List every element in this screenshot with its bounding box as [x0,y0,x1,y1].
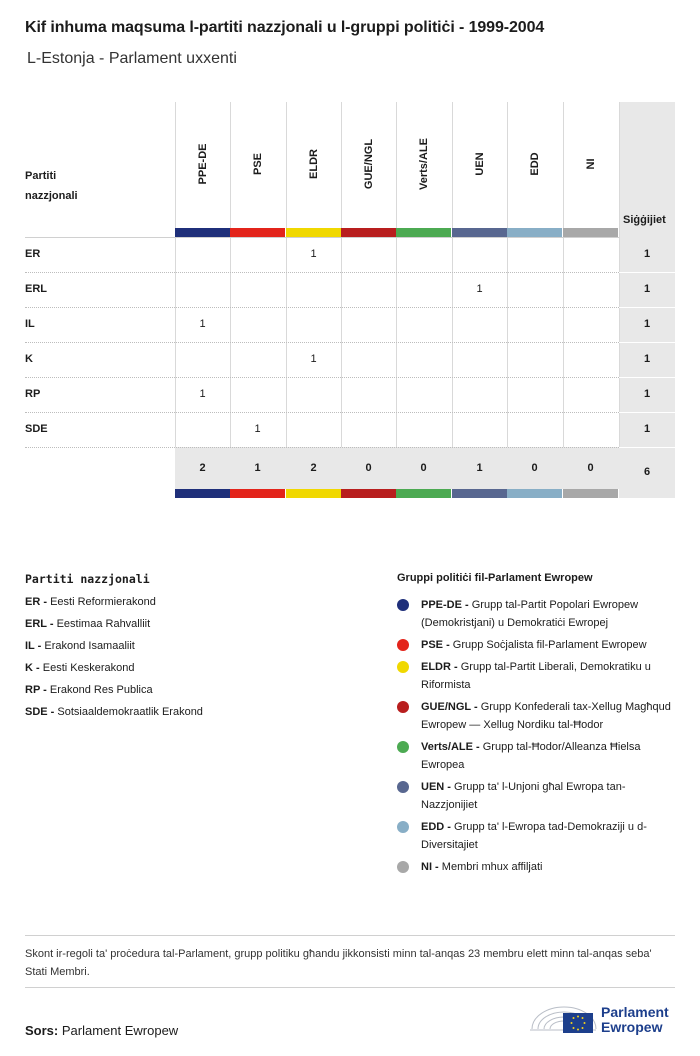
table-cell: 1 [254,423,261,435]
group-code-label: NI [584,158,597,170]
group-color-bar-bottom [507,489,562,498]
party-legend-code: IL - [25,640,42,652]
group-code-label: PSE [251,152,264,176]
source-line [25,1023,178,1038]
party-legend-item [25,640,203,662]
table-cell: 1 [199,318,206,330]
total-cell: 2 [310,462,317,474]
total-seats-value: 6 [643,466,651,478]
group-color-bar-top [230,228,285,237]
group-code-label: PPE-DE [196,143,209,185]
table-row [25,237,675,272]
group-legend-code: GUE/NGL - [421,701,478,713]
party-legend-name: Eesti Reformierakond [50,596,156,608]
group-color-bar-top [175,228,230,237]
group-legend-item [397,658,677,694]
total-cell: 0 [587,462,594,474]
party-legend-name: Erakond Res Publica [49,684,153,696]
group-legend-item [397,636,677,654]
group-legend-code: PPE-DE - [421,599,469,611]
total-cell: 1 [254,462,261,474]
total-cell: 0 [365,462,372,474]
group-color-bar-bottom [396,489,451,498]
party-legend-heading: Partiti nazzjonali [25,572,150,586]
group-legend [397,572,677,880]
group-legend-item [397,738,677,774]
group-legend-name: Grupp tal-Partit Popolari Ewropew (Demokristjani) u Demokratiċi Ewropej [421,599,639,629]
group-color-dot [397,661,409,673]
seats-divider [619,447,675,448]
party-legend-item [25,662,203,684]
party-legend-code: ER - [25,596,47,608]
party-legend-code: SDE - [25,706,55,718]
party-legend-name: Sotsiaaldemokraatlik Erakond [57,706,203,718]
group-legend-code: PSE - [421,639,450,651]
group-legend-code: UEN - [421,781,451,793]
row-party-label: ERL [25,283,47,295]
group-legend-name: Grupp ta' l-Ewropa tad-Demokraziji u d-Diversitajiet [421,821,647,851]
group-color-bar-bottom [286,489,341,498]
group-column-header [507,102,562,228]
logo-wordmark [601,1005,669,1035]
group-color-dot [397,639,409,651]
group-color-bar-top [396,228,451,237]
row-party-label: ER [25,248,41,260]
group-legend-item [397,698,677,734]
party-legend-code: ERL - [25,618,54,630]
group-legend-code: EDD - [421,821,451,833]
table-row [25,377,675,412]
row-party-label: IL [25,318,35,330]
group-color-bar-bottom [175,489,230,498]
party-legend-item [25,596,203,618]
group-column-header [452,102,507,228]
footnote: Skont ir-regoli ta' proċedura tal-Parlament, grupp politiku għandu jikkonsisti minn tal-anqas 23 membru elett minn tal-anqas seba' Stati Membri. [25,948,652,978]
group-code-label: GUE/NGL [362,138,375,190]
group-column-header [563,102,618,228]
group-color-dot [397,861,409,873]
row-divider [25,447,619,448]
table-row [25,412,675,447]
group-legend-item [397,596,677,632]
logo-line-1: Parlament [601,1004,669,1020]
note-divider-bottom [25,987,675,988]
group-legend-name: Membri mhux affiljati [441,861,543,873]
table-cell: 1 [310,248,317,260]
page-subtitle: L-Estonja - Parlament uxxenti [27,50,237,67]
party-legend-name: Eesti Keskerakond [42,662,135,674]
party-legend-name: Eestimaa Rahvalliit [56,618,151,630]
group-color-dot [397,599,409,611]
group-column-header [286,102,341,228]
row-seats-value: 1 [643,388,651,400]
group-legend-code: NI - [421,861,439,873]
party-column-header: Partiti nazzjonali [25,170,78,202]
source-value: Parlament Ewropew [61,1023,179,1038]
seats-column-header: Siġġijiet [623,214,666,226]
total-cell: 0 [420,462,427,474]
group-color-bar-top [341,228,396,237]
row-party-label: K [25,353,33,365]
group-legend-name: Grupp tal-Partit Liberali, Demokratiku u Riformista [421,661,651,691]
group-code-label: Verts/ALE [417,138,430,190]
group-color-bar-bottom [563,489,618,498]
row-party-label: RP [25,388,41,400]
group-color-bar-top [452,228,507,237]
page-title: Kif inhuma maqsuma l-partiti nazzjonali u l-gruppi politiċi - 1999-2004 [25,19,545,36]
group-code-label: EDD [528,152,541,176]
party-legend-item [25,706,203,728]
group-legend-code: Verts/ALE - [421,741,480,753]
table-cell: 1 [476,283,483,295]
group-column-header [396,102,451,228]
table-row [25,272,675,307]
row-party-label: SDE [25,423,48,435]
group-color-bar-top [286,228,341,237]
row-seats-value: 1 [643,318,651,330]
table-row [25,307,675,342]
group-legend-item [397,778,677,814]
group-color-bar-top [507,228,562,237]
group-legend-name: Grupp Konfederali tax-Xellug Magħqud Ewropew — Xellug Nordiku tal-Ħodor [421,701,671,731]
group-legend-heading: Gruppi politiċi fil-Parlament Ewropew [397,572,593,584]
party-legend-item [25,684,203,706]
group-legend-item [397,858,677,876]
table-row [25,342,675,377]
group-color-dot [397,701,409,713]
group-column-header [230,102,285,228]
group-code-label: UEN [473,152,486,176]
group-color-bar-top [563,228,618,237]
group-legend-name: Grupp Soċjalista fil-Parlament Ewropew [452,639,647,651]
row-seats-value: 1 [643,248,651,260]
row-seats-value: 1 [643,423,651,435]
group-legend-code: ELDR - [421,661,458,673]
row-seats-value: 1 [643,353,651,365]
logo-line-2: Ewropew [601,1019,663,1035]
group-color-bar-bottom [230,489,285,498]
party-legend-code: RP - [25,684,47,696]
group-code-label: ELDR [307,149,320,179]
party-legend-code: K - [25,662,40,674]
row-seats-value: 1 [643,283,651,295]
table-cell: 1 [310,353,317,365]
source-label: Sors: [25,1023,59,1038]
party-legend [25,572,203,728]
note-divider-top [25,935,675,936]
total-cell: 2 [199,462,206,474]
total-cell: 1 [476,462,483,474]
group-color-bar-bottom [341,489,396,498]
group-color-dot [397,781,409,793]
group-color-dot [397,821,409,833]
table-cell: 1 [199,388,206,400]
total-cell: 0 [531,462,538,474]
group-column-header [341,102,396,228]
group-column-header [175,102,230,228]
group-legend-item [397,818,677,854]
party-legend-item [25,618,203,640]
group-color-dot [397,741,409,753]
group-color-bar-bottom [452,489,507,498]
party-legend-name: Erakond Isamaaliit [44,640,135,652]
group-legend-name: Grupp tal-Ħodor/Alleanza Ħielsa Ewropea [421,741,641,771]
group-legend-name: Grupp ta' l-Unjoni għal Ewropa tan-Nazzjonijiet [421,781,626,811]
